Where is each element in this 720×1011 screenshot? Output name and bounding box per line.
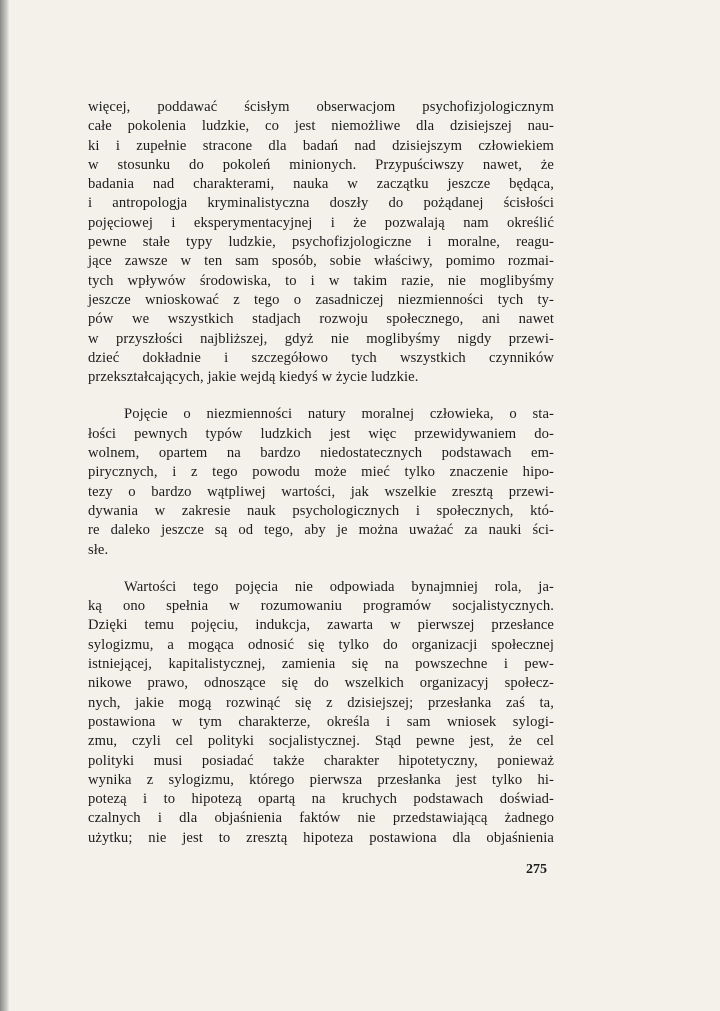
text-line: nych, jakie mogą rozwinąć się z dzisiejszej; przesłanka zaś ta, — [88, 694, 554, 711]
text-line: nikowe prawo, odnoszące się do wszelkich organizacyj społecz- — [88, 675, 554, 692]
page-spine-shadow — [0, 0, 9, 1011]
text-line: w stosunku do pokoleń minionych. Przypuściwszy nawet, że — [88, 156, 554, 173]
text-line: ki i zupełnie stracone dla badań nad dzisiejszym człowiekiem — [88, 137, 554, 154]
paragraph-2 — [88, 405, 554, 559]
page-number: 275 — [526, 862, 547, 877]
text-line: tych wpływów środowiska, to i w takim razie, nie moglibyśmy — [88, 272, 554, 289]
text-line: re daleko jeszcze są od tego, aby je można uważać za nauki ści- — [88, 522, 554, 539]
text-line: polityki musi posiadać także charakter hipotetyczny, ponieważ — [88, 752, 554, 769]
paragraph-1 — [88, 98, 554, 387]
text-line: dzieć dokładnie i szczegółowo tych wszystkich czynników — [88, 349, 554, 366]
text-line: pirycznych, i z tego powodu może mieć tylko znaczenie hipo- — [88, 464, 554, 481]
text-line: przekształcających, jakie wejdą kiedyś w życie ludzkie. — [88, 369, 419, 386]
text-line: istniejącej, kapitalistycznej, zamienia się na powszechne i pew- — [88, 656, 554, 673]
text-line: Wartości tego pojęcia nie odpowiada bynajmniej rola, ja- — [124, 578, 554, 595]
text-line: postawiona w tym charakterze, określa i sam wniosek sylogi- — [88, 713, 554, 730]
text-line: całe pokolenia ludzkie, co jest niemożliwe dla dzisiejszej nau- — [88, 118, 554, 135]
text-line: Pojęcie o niezmienności natury moralnej człowieka, o sta- — [124, 406, 554, 423]
text-line: pów we wszystkich stadjach rozwoju społecznego, ani nawet — [88, 311, 554, 328]
text-line: tezy o bardzo wątpliwej wartości, jak wszelkie zresztą przewi- — [88, 483, 554, 500]
text-line: więcej, poddawać ścisłym obserwacjom psychofizjologicznym — [88, 99, 554, 115]
paragraph-gap — [88, 560, 554, 578]
text-line: słe. — [88, 541, 109, 558]
text-line: i antropologja kryminalistyczna doszły do pożądanej ścisłości — [88, 195, 554, 212]
text-line: w przyszłości najbliższej, gdyż nie moglibyśmy nigdy przewi- — [88, 330, 554, 347]
text-line: użytku; nie jest to zresztą hipoteza postawiona dla objaśnienia — [88, 829, 554, 846]
text-line: dywania w zakresie nauk psychologicznych i społecznych, któ- — [88, 502, 554, 519]
text-line: wolnem, opartem na bardzo niedostatecznych podstawach em- — [88, 445, 554, 462]
text-line: wynika z sylogizmu, którego pierwsza przesłanka jest tylko hi- — [88, 771, 554, 788]
text-line: czalnych i dla objaśnienia faktów nie przedstawiającą żadnego — [88, 810, 554, 827]
text-line: jące zawsze w ten sam sposób, sobie właściwy, pomimo rozmai- — [88, 253, 554, 270]
text-line: pewne stałe typy ludzkie, psychofizjologiczne i moralne, reagu- — [88, 234, 554, 251]
paragraph-3 — [88, 578, 554, 848]
text-line: sylogizmu, a mogąca odnosić się tylko do organizacji społecznej — [88, 636, 554, 653]
text-line: Dzięki temu pojęciu, indukcja, zawarta w pierwszej przesłance — [88, 617, 554, 634]
text-line: pojęciowej i eksperymentacyjnej i że pozwalają nam określić — [88, 214, 554, 231]
text-line: potezą i to hipotezą opartą na kruchych podstawach doświad- — [88, 791, 554, 808]
text-line: ką ono spełnia w rozumowaniu programów socjalistycznych. — [88, 598, 554, 615]
text-line: zmu, czyli cel polityki socjalistycznej. Stąd pewne jest, że cel — [88, 733, 554, 750]
text-line: łości pewnych typów ludzkich jest więc przewidywaniem do- — [88, 425, 554, 442]
paragraph-gap — [88, 387, 554, 405]
text-line: badania nad charakterami, nauka w zaczątku jeszcze będąca, — [88, 176, 554, 193]
body-text — [88, 98, 554, 848]
text-line: jeszcze wnioskować z tego o zasadniczej niezmienności tych ty- — [88, 291, 554, 308]
